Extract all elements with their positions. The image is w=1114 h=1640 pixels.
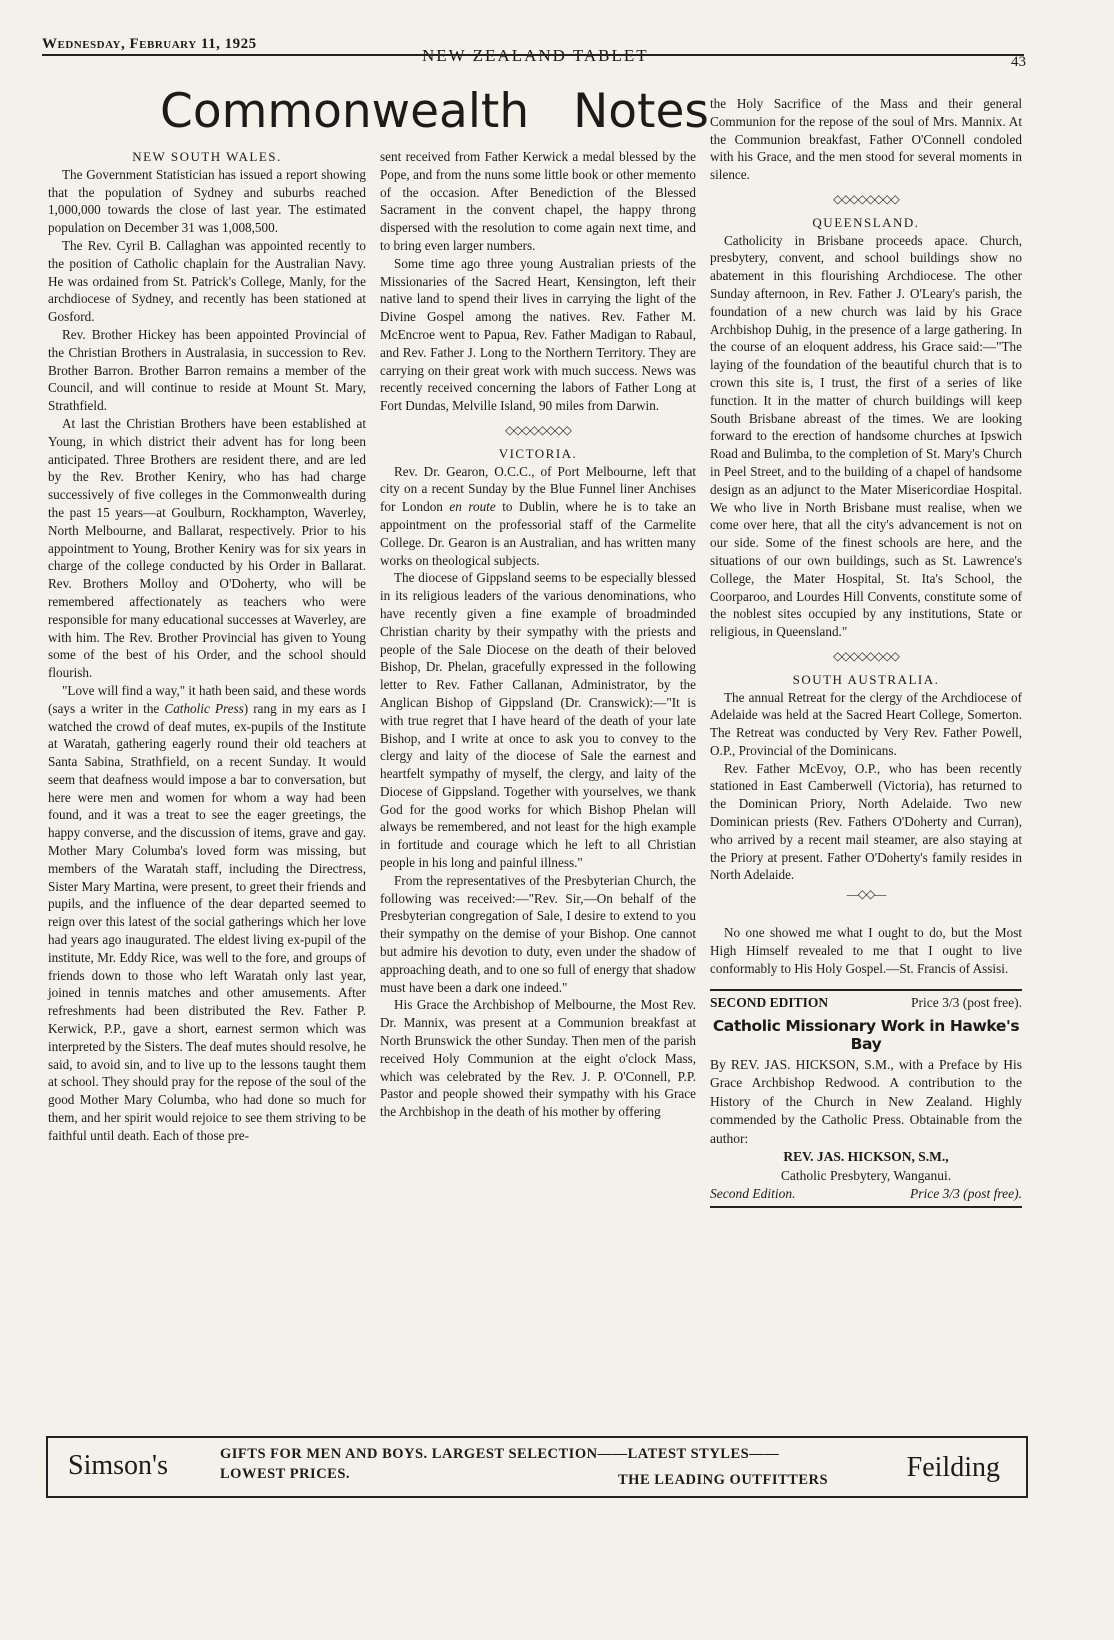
text-run: "Love will find a way," it hath been said, and these words (says a writer in the: [48, 682, 366, 716]
ad-footer-edition: Second Edition.: [710, 1186, 796, 1202]
section-heading-south-australia: SOUTH AUSTRALIA.: [792, 671, 940, 687]
paragraph: Catholicity in Brisbane proceeds apace. Church, presbytery, convent, and school buildings show no abatement in this flourishing Archdiocese. The other Sunday afternoon, in Rev. Father J. O'Leary's parish, the foundation of a new church was laid by his Grace Archbishop Duhig, in the presence of a large gathering. In the course of an eloquent address, his Grace said:—"The laying of the foundation of the beautiful church that is to crown this site is, I trust, the first of a series of like function. It in the matter of church buildings will keep South Brisbane abreast of the times. We are looking forward to the erection of handsome churches at Ipswich Road and Bulimba, to the completion of St. Mary's Church in Peel Street, and to the building of a chapel of handsome design as an adjunct to the Mater Misericordiae Hospital. We who live in North Brisbane must realise, when we come over here, that all the city's advancement is not on our side. Some of the finest schools are here, and the situations of our own buildings, such as St. Lawrence's College, the Mater Hospital, St. Ita's School, the Coorparoo, and Lourdes Hill Convents, constitute some of the noblest sites occupied by any institutions, State or religious, in Queensland.": [710, 232, 1022, 640]
quotation: [710, 924, 1022, 977]
column-1: [48, 148, 366, 1145]
ad-edition: SECOND EDITION: [710, 995, 829, 1011]
ornament-divider: ◇◇◇◇◇◇◇◇: [833, 191, 899, 206]
section-heading-nsw: NEW SOUTH WALES.: [132, 149, 282, 164]
issue-date: Wednesday, February 11, 1925: [42, 36, 257, 52]
column-2: [380, 148, 696, 1121]
ad-book-title: Catholic Missionary Work in Hawke's Bay: [712, 1016, 1020, 1054]
paragraph: From the representatives of the Presbyterian Church, the following was received:—"Rev. Sir,—On behalf of the Presbyterian congregation of Sale, I desire to extend to you their sympathy on the demise of your Bishop. One cannot but admire his devotion to duty, even under the shadow of approaching death, and to one so full of energy that shadow must have been a dark one indeed.": [380, 872, 696, 995]
paragraph: the Holy Sacrifice of the Mass and their general Communion for the repose of the soul of Mrs. Mannix. At the Communion breakfast, Father O'Connell condoled with his Grace, and the men stood for several moments in silence.: [710, 96, 1022, 183]
paragraph: At last the Christian Brothers have been established at Young, in which district their advent has for long been anticipated. Three Brothers are resident there, and are led by the Rev. Brother Keniry, who has had charge successively of five colleges in the Commonwealth during the past 15 years—at Goulburn, Rockhampton, Waverley, North Melbourne, and Ballarat, respectively. Prior to his appointment to Young, Brother Keniry was for six years in charge of the college conducted by his Order in Ballarat. Rev. Brothers Molloy and O'Doherty, who will be remembered affectionately as teachers who were responsible for many educational successes at Waverley, are with him. The Rev. Brother Provincial has given to Young some of the best of his Order, and the school should flourish.: [48, 415, 366, 681]
store-name: Simson's: [68, 1450, 168, 1481]
ad-description: By REV. JAS. HICKSON, S.M., with a Preface by His Grace Archbishop Redwood. A contribution to the History of the Church in New Zealand. Highly commended by the Catholic Press. Obtainable from the author:: [710, 1056, 1022, 1146]
banner-line-1: GIFTS FOR MEN AND BOYS. LARGEST SELECTION——LATEST STYLES——: [220, 1446, 780, 1462]
text-run: to Dublin, where he is to take an appointment on the professorial staff of the Carmelite College. Dr. Gearon is an Australian, and has written many works on theological subjects.: [380, 499, 696, 568]
paragraph: [48, 682, 366, 1145]
page-header: [42, 36, 1026, 70]
title-word-2: Notes: [573, 84, 709, 139]
paragraph: Rev. Father McEvoy, O.P., who has been recently stationed in East Camberwell (Victoria), has returned to the Dominican Priory, North Adelaide. Two new Dominican priests (Rev. Fathers O'Doherty and Curran), who arrived by a recent mail steamer, are also staying at the Priory at present. Father O'Doherty's family resides in North Adelaide.: [710, 760, 1022, 883]
paragraph: His Grace the Archbishop of Melbourne, the Most Rev. Dr. Mannix, was present at a Communion breakfast at North Brunswick the other Sunday. Then men of the parish received Holy Communion at the eight o'clock Mass, which was celebrated by the Rev. J. P. O'Connell, P.P. Pastor and people showed their sympathy with his Grace the Archbishop in the death of his mother by offering: [380, 997, 696, 1120]
newspaper-name: NEW ZEALAND TABLET: [422, 46, 649, 65]
ornament-divider: ◇◇◇◇◇◇◇◇: [505, 422, 571, 437]
paragraph: The diocese of Gippsland seems to be especially blessed in its religious leaders of the various denominations, who have recently given a fine example of broadminded Christian charity by their sympathy with the priests and people of the Sale Diocese on the death of their beloved Bishop, Dr. Phelan, gracefully expressed in the following letter to Rev. Father Callanan, Administrator, by the Anglican Bishop of Gippsland (Dr. Cranswick):—"It is with true regret that I have heard of the death of your late Bishop, and I write at once to ask you to convey to the clergy and laity of the diocese of Sale the earnest and heartfelt sympathy of myself, the clergy, and laity of the Diocese of Gippsland. Together with yourselves, we thank God for the good works for which Bishop Phelan will always be remembered, and not least for the high example in fortitude and courage which he left to all Christian people in his long and painful illness.": [380, 570, 696, 871]
paragraph: The Government Statistician has issued a report showing that the population of Sydney and suburbs reached 1,000,000 towards the close of last year. The estimated population on December 31 was 1,008,500.: [48, 166, 366, 236]
ad-footer: [710, 1185, 1022, 1208]
ad-footer-price: Price 3/3 (post free).: [910, 1186, 1022, 1202]
ornament-divider: ◇◇◇◇◇◇◇◇: [833, 648, 899, 663]
paragraph: The Rev. Cyril B. Callaghan was appointed recently to the position of Catholic chaplain for the Australian Navy. He was ordained from St. Patrick's College, Manly, for the archdiocese of Sydney, and recently has been stationed at Gosford.: [48, 237, 366, 325]
ad-price: Price 3/3 (post free).: [911, 995, 1022, 1011]
column-3: [710, 95, 1022, 1208]
paragraph: sent received from Father Kerwick a medal blessed by the Pope, and from the nuns some little book or other memento of the occasion. After Benediction of the Blessed Sacrament in the convent chapel, the happy throng dispersed with the resolution to come again next time, and to bring even larger numbers.: [380, 149, 696, 253]
text-run: ) rang in my ears as I watched the crowd of deaf mutes, ex-pupils of the Institute at Waratah, gathering eagerly round their old teachers at Santa Sabina, Strathfield, on a recent Sunday. It would seem that deafness would impose a bar to conversation, but here were men and women for whom a way had been found, and it was a treat to see the eager greetings, the happy converse, and the discussion of items, grave and gay. Mother Mary Columba's loved form was missing, but members of the Waratah staff, including the Directress, Sister Mary Martina, were present, to greet their friends and pupils, and the influence of the dear departed seemed to reign over this latest of the social gatherings which her love had years ago inaugurated. The eldest living ex-pupil of the institute, Mr. Eddy Rice, was well to the fore, and groups of friends down to those who left Waratah only last year, joined in tennis matches and other amusements. After refreshments had been distributed the Rev. Father P. Kerwick, P.P., gave a short, earnest sermon which was interpreted by the Sisters. The deaf mutes should resolve, he said, to avoid sin, and to live up to the lessons taught them at school. They should pray for the repose of the soul of the good Mother Mary Columba, who had done so much for them, and her spirit would rejoice to see them striving to be faithful until death. Each of those pre-: [48, 700, 367, 1143]
section-heading-queensland: QUEENSLAND.: [812, 214, 920, 230]
italic-phrase: en route: [449, 499, 496, 515]
banner-line-3: THE LEADING OUTFITTERS: [618, 1472, 829, 1488]
ad-address: Catholic Presbytery, Wanganui.: [780, 1167, 952, 1183]
simsons-advertisement: [46, 1436, 1028, 1498]
paragraph: The annual Retreat for the clergy of the Archdiocese of Adelaide was held at the Sacred Heart College, Somerton. The Retreat was conducted by Very Rev. Father Powell, O.P., Provincial of the Dominicans.: [710, 689, 1022, 758]
small-ornament: —◇◇—: [846, 887, 886, 902]
header-rule: [42, 54, 1024, 56]
title-word-1: Commonwealth: [160, 84, 530, 139]
ad-edition-line: [710, 989, 1022, 1013]
paragraph: Rev. Brother Hickey has been appointed Provincial of the Christian Brothers in Australasia, in succession to Rev. Brother Barron. Brother Barron remains a member of the Council, and will continue to reside at Mount St. Mary, Strathfield.: [48, 326, 366, 414]
italic-title: Catholic Press: [164, 700, 244, 716]
paragraph: Some time ago three young Australian priests of the Missionaries of the Sacred Heart, Kensington, left their native land to spend their lives in carrying the light of the Divine Gospel among the natives. Rev. Father M. McEncroe went to Papua, Rev. Father Madigan to Rabaul, and Rev. Father J. Long to the Northern Territory. They are carrying on their great work with much success. News was recently received concerning the labors of Father Long at Fort Dundas, Melville Island, 90 miles from Darwin.: [380, 255, 696, 414]
article-title: [160, 84, 709, 139]
quote-text: No one showed me what I ought to do, but the Most High Himself revealed to me that I ought to live conformably to His Holy Gospel.—St. Francis of Assisi.: [710, 925, 1022, 976]
book-advertisement: [710, 989, 1022, 1208]
banner-line-2: LOWEST PRICES.: [220, 1466, 351, 1482]
text-run: Rev. Dr. Gearon, O.C.C., of Port Melbourne, left that city on a recent Sunday by the Blue Funnel liner Anchises for London: [380, 463, 696, 515]
paragraph: [380, 463, 696, 570]
ad-author: REV. JAS. HICKSON, S.M.,: [783, 1149, 949, 1165]
page-number: 43: [1011, 54, 1026, 70]
store-town: Feilding: [906, 1452, 1000, 1483]
section-heading-victoria: VICTORIA.: [498, 445, 578, 461]
